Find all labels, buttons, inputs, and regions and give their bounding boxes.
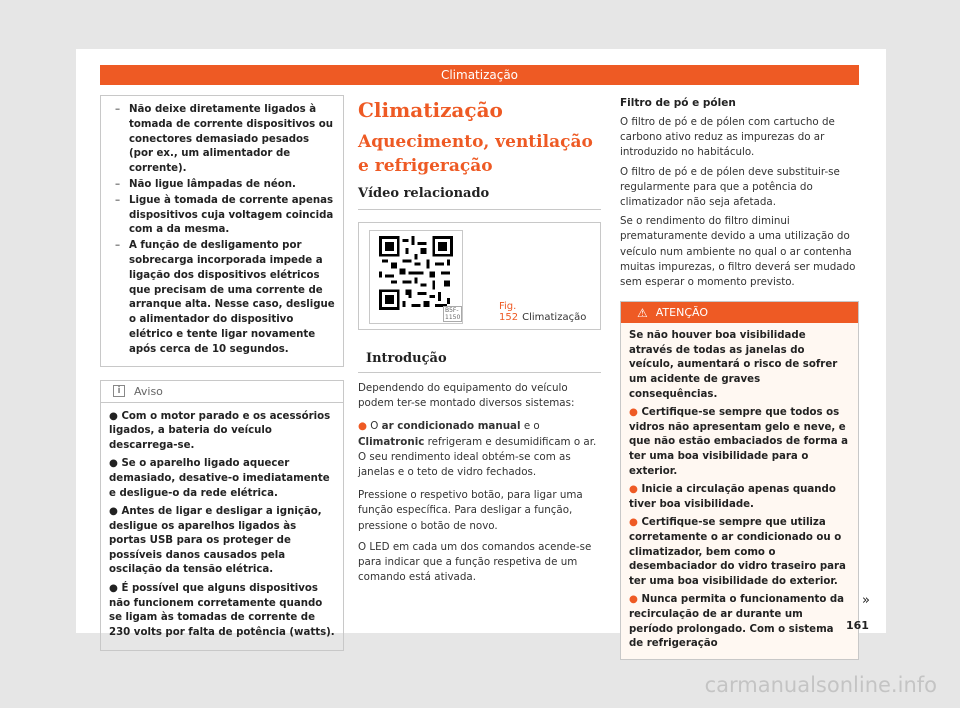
watermark: carmanualsonline.info: [704, 673, 937, 697]
filter-heading: Filtro de pó e pólen: [620, 97, 736, 109]
list-item: ● Certifique-se sempre que todos os vidros não apresentam gelo e neve, e que não estão embaciados de forma a ter uma boa visibilidade para o exterior.: [629, 407, 849, 477]
figure-box: [358, 222, 601, 330]
list-item: ● É possível que alguns dispositivos não funcionem corretamente quando se ligam às tomadas de corrente de 230 volts por falta de potência (watts).: [109, 583, 335, 638]
section-title: Climatização: [358, 98, 503, 122]
list-item: – Ligue à tomada de corrente apenas dispositivos cuja voltagem coincida com a da mesma.: [115, 194, 334, 236]
video-heading: Vídeo relacionado: [358, 185, 601, 210]
chapter-header: Climatização: [100, 65, 859, 85]
list-item: – Não deixe diretamente ligados à tomada de corrente dispositivos ou conectores demasiado pesados (por ex., um alimentador de corrente).: [115, 104, 333, 175]
warning-title: ATENÇÃO: [655, 306, 709, 320]
intro-heading: Introdução: [358, 351, 601, 373]
notes-box: [100, 95, 344, 367]
list-item: ● Inicie a circulação apenas quando tiver boa visibilidade.: [629, 484, 836, 510]
figure-tag: B5F-1150: [445, 307, 461, 321]
list-item: ● Certifique-se sempre que utiliza corretamente o ar condicionado ou o climatizador, bem como o desembaciador do vidro traseiro para ter uma boa visibilidade do exterior.: [629, 517, 846, 587]
warning-body: [621, 323, 858, 658]
button-paragraph: Pressione o respetivo botão, para ligar uma função específica. Para desligar a função, pressione o botão de novo.: [358, 489, 583, 532]
aviso-header: [101, 381, 343, 403]
list-item: ● Com o motor parado e os acessórios ligados, a bateria do veículo descarrega-se.: [109, 410, 331, 451]
filter-paragraph-2: O filtro de pó e de pólen deve substituir-se regularmente para que a potência do climatizador não seja afetada.: [620, 165, 840, 209]
right-column: [620, 96, 859, 660]
notes-list: [101, 96, 343, 366]
aviso-body: [101, 403, 343, 651]
qr-code-icon: [379, 236, 453, 310]
filter-paragraph-3: Se o rendimento do filtro diminui prematuramente devido a uma utilização do veículo num ambiente no qual o ar contenha muitas impurezas, o filtro deverá ser mudado sem esperar o momento previsto.: [620, 215, 856, 289]
left-column: [100, 95, 344, 651]
qr-code-frame[interactable]: [369, 230, 463, 324]
warning-triangle-icon: ⚠: [637, 305, 648, 320]
list-item: – A função de desligamento por sobrecarga incorporada impede a ligação dos dispositivos elétricos que precisam de uma corrente de arranque alta. Nesse caso, desligue o alimentador do dispositivo elétrico e tente ligar novamente após cerca de 10 segundos.: [115, 240, 335, 355]
continue-mark: »: [862, 593, 870, 608]
intro-paragraph: Dependendo do equipamento do veículo podem ter-se montado diversos sistemas:: [358, 382, 575, 410]
list-item: ● Antes de ligar e desligar a ignição, desligue os aparelhos ligados às portas USB para os proteger de possíveis danos causados pela oscilação da tensão elétrica.: [109, 506, 322, 576]
info-icon: i: [113, 385, 125, 397]
systems-paragraph: ● O ar condicionado manual e o Climatronic refrigeram e desumidificam o ar. O seu rendimento ideal obtém-se com as janelas e o teto de vidro fechados.: [358, 420, 597, 479]
list-item: ● Nunca permita o funcionamento da recirculação de ar durante um período prolongado. Com o sistema de refrigeração: [629, 594, 845, 650]
list-item: – Não ligue lâmpadas de néon.: [115, 178, 296, 190]
list-item: ● Se o aparelho ligado aquecer demasiado, desative-o imediatamente e desligue-o da rede elétrica.: [109, 458, 330, 499]
figure-caption: Fig. 152 Climatização: [499, 301, 587, 323]
page-number: 161: [846, 619, 869, 632]
section-subtitle: Aquecimento, ventilação e refrigeração: [358, 132, 593, 176]
warning-intro: Se não houver boa visibilidade através de todas as janelas do veículo, aumentará o risco de sofrer um acidente de graves consequências.: [629, 330, 838, 400]
warning-box: [620, 301, 859, 659]
aviso-box: [100, 380, 344, 652]
middle-column: [358, 95, 601, 585]
filter-paragraph-1: O filtro de pó e de pólen com cartucho de carbono ativo reduz as impurezas do ar introduzido no habitáculo.: [620, 116, 835, 159]
warning-header: [621, 302, 858, 323]
led-paragraph: O LED em cada um dos comandos acende-se para indicar que a função respetiva de um comando está ativada.: [358, 540, 592, 584]
aviso-title: Aviso: [134, 384, 163, 398]
